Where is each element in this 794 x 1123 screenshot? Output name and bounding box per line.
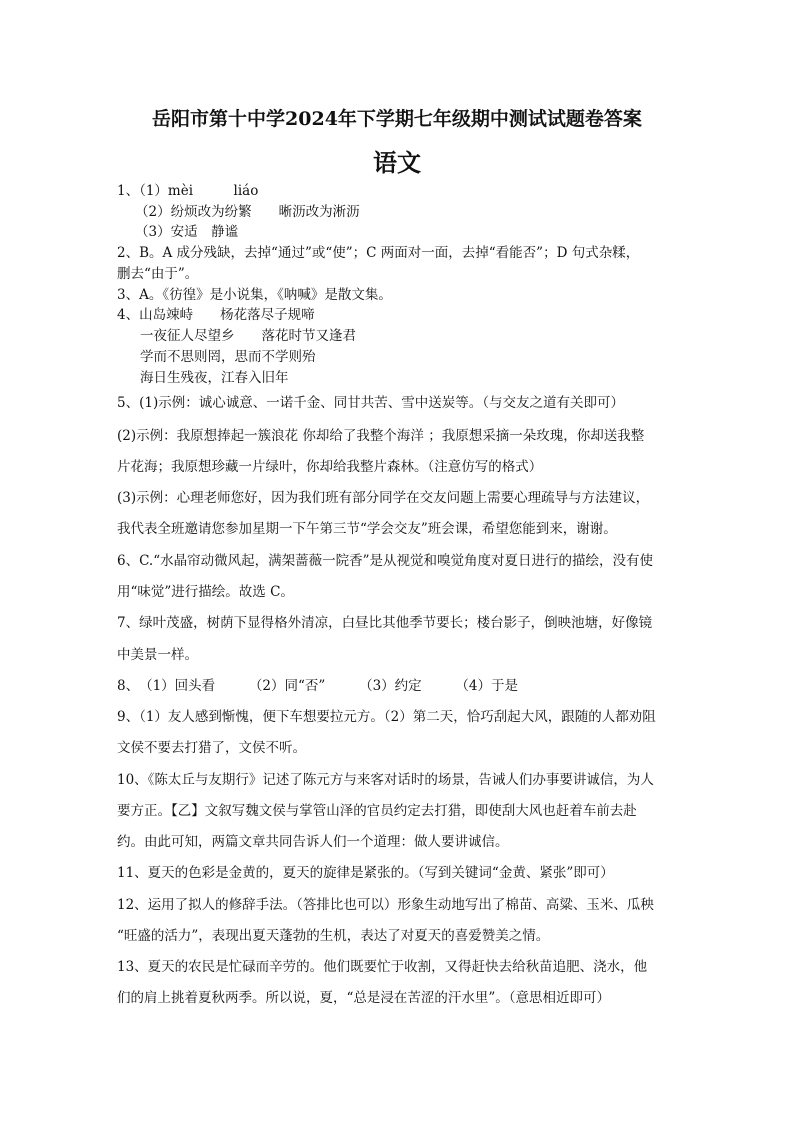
answer-line: （2）纷烦改为纷繁 晰沥改为淅沥 <box>135 204 360 220</box>
answer-line: 们的肩上挑着夏秋两季。所以说，夏，“总是浸在苦涩的汗水里”。（意思相近即可） <box>117 990 611 1006</box>
answer-line: 7、绿叶茂盛，树荫下显得格外清凉，白昼比其他季节要长；楼台影子，倒映池塘，好像镜 <box>117 615 653 631</box>
answer-line: 文侯不要去打猎了，文侯不听。 <box>117 740 306 756</box>
answer-line: 学而不思则罔，思而不学则殆 <box>140 349 316 365</box>
answer-line: 6、C.“水晶帘动微风起，满架蔷薇一院香”是从视觉和嗅觉角度对夏日进行的描绘，没有使 <box>117 553 654 569</box>
answer-line: 删去“由于”。 <box>117 266 199 282</box>
answer-line: 2、B。A 成分残缺，去掉“通过”或“使”；C 两面对一面，去掉“看能否”；D 句式杂糅， <box>117 245 640 261</box>
answer-line: 要方正。【乙】文叙写魏文侯与掌管山泽的官员约定去打猎，即使刮大风也赶着车前去赴 <box>117 803 637 819</box>
answer-line: 用“味觉”进行描绘。故选 C。 <box>117 584 294 600</box>
answer-line: 海日生残夜，江春入旧年 <box>140 370 289 386</box>
answer-line: (2)示例：我原想捧起一簇浪花 你却给了我整个海洋 ；我原想采摘一朵玫瑰，你却送我整 <box>117 428 645 444</box>
answer-line: 4、山岛竦峙 杨花落尽子规啼 <box>117 307 315 323</box>
answer-line: 13、夏天的农民是忙碌而辛劳的。他们既要忙于收割，又得赶快去给秋苗追肥、浇水，他 <box>117 959 648 975</box>
answer-line: 8、 （1）回头看 （2）同“否” （3）约定 （4）于是 <box>117 678 518 694</box>
answer-line: 我代表全班邀请您参加星期一下午第三节“学会交友”班会课，希望您能到来，谢谢。 <box>117 521 617 537</box>
answer-line: 一夜征人尽望乡 落花时节又逢君 <box>140 328 356 344</box>
answer-line: 中美景一样。 <box>117 647 198 663</box>
answer-line: 片花海；我原想珍藏一片绿叶，你却给我整片森林。（注意仿写的格式） <box>117 459 543 475</box>
answer-line: 10、《陈太丘与友期行》记述了陈元方与来客对话时的场景，告诫人们办事要讲诚信，为人 <box>117 772 654 788</box>
answer-line: 11、夏天的色彩是金黄的，夏天的旋律是紧张的。（写到关键词“金黄、紧张”即可） <box>117 865 614 881</box>
answer-line: “旺盛的活力”，表现出夏天蓬勃的生机，表达了对夏天的喜爱赞美之情。 <box>117 928 550 944</box>
answer-line: 12、运用了拟人的修辞手法。（答排比也可以）形象生动地写出了棉苗、高粱、玉米、瓜秧 <box>117 897 654 913</box>
answer-line: 3、A。《彷徨》是小说集，《呐喊》是散文集。 <box>117 287 392 303</box>
answer-line: 1、（1）mèi liáo <box>117 183 259 199</box>
answer-line: （3）安适 静谧 <box>135 224 239 240</box>
subject-heading: 语文 <box>373 148 421 177</box>
answer-line: 约。由此可知，两篇文章共同告诉人们一个道理：做人要讲诚信。 <box>117 834 509 850</box>
answer-line: 9、（1）友人感到惭愧，便下车想要拉元方。（2）第二天，恰巧刮起大风，跟随的人都劝阻 <box>117 709 656 725</box>
answer-line: 5、(1)示例：诚心诚意、一诺千金、同甘共苦、雪中送炭等。（与交友之道有关即可） <box>117 395 624 411</box>
answer-line: (3)示例：心理老师您好，因为我们班有部分同学在交友问题上需要心理疏导与方法建议， <box>117 490 650 506</box>
document-title: 岳阳市第十中学2024年下学期七年级期中测试试题卷答案 <box>152 108 642 130</box>
